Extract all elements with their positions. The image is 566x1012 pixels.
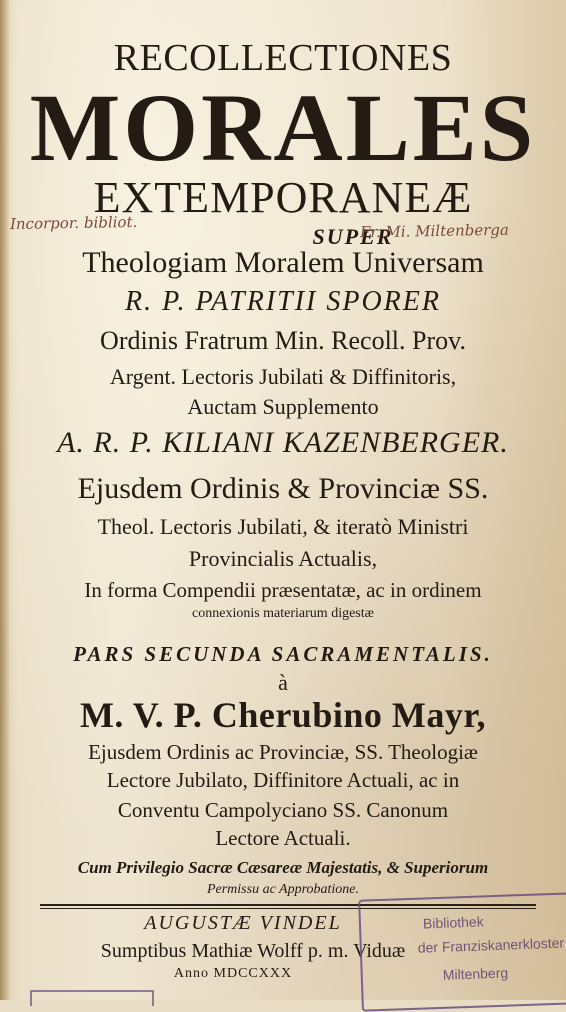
privilege-line: Cum Privilegio Sacræ Cæsareæ Majestatis, & Superiorum [77,858,489,877]
imprint-publisher: Sumptibus Mathiæ Wolff p. m. Viduæ [100,940,406,962]
stamp-line-3: Miltenberg [442,964,509,983]
part-title: PARS SECUNDA SACRAMENTALIS. [73,642,493,666]
title-line-recollectiones: RECOLLECTIONES [113,37,453,79]
title-line-morales: MORALES [29,74,537,181]
supplement-office-2: Provincialis Actualis, [188,546,378,571]
title-line-super: SUPER [312,224,394,249]
imprint-year: Anno MDCCXXX [173,966,293,981]
compendium-line-2: connexionis materiarum digestæ [192,606,374,621]
handwritten-note-left: Incorpor. bibliot. [9,212,138,234]
supplement-order: Ejusdem Ordinis & Provinciæ SS. [77,472,489,505]
author-order: Ordinis Fratrum Min. Recoll. Prov. [100,326,466,355]
stamp-line-1: Bibliothek [422,913,484,932]
library-stamp [358,892,566,1011]
title-line-extemporaneae: EXTEMPORANEÆ [93,173,473,222]
author-office: Argent. Lectoris Jubilati & Diffinitoris, [109,364,457,389]
supplement-line: Auctam Supplemento [187,394,379,419]
stamp-line-2: der Franziskanerkloster [417,934,565,956]
partial-stamp-bottom [30,990,154,1006]
by-line: à [278,670,288,695]
editor-office-3: Conventu Campolyciano SS. Canonum [117,798,449,822]
handwritten-note-right: Fr. Mi. Miltenberga [359,220,510,242]
editor-name: M. V. P. Cherubino Mayr, [79,695,487,735]
supplement-office: Theol. Lectoris Jubilati, & iteratò Ministri [97,514,469,539]
editor-office-1: Ejusdem Ordinis ac Provinciæ, SS. Theologiæ [88,740,478,764]
editor-office-2: Lectore Jubilato, Diffinitore Actuali, ac in [106,768,460,792]
supplement-author: A. R. P. KILIANI KAZENBERGER. [57,426,509,459]
editor-office-4: Lectore Actuali. [215,826,351,850]
subject-line: Theologiam Moralem Universam [82,246,484,279]
compendium-line: In forma Compendii præsentatæ, ac in ordinem [84,578,482,602]
approbation-line: Permissu ac Approbatione. [206,882,360,897]
imprint-place: AUGUSTÆ VINDEL [144,912,342,934]
author-name: R. P. PATRITII SPORER [124,286,441,317]
